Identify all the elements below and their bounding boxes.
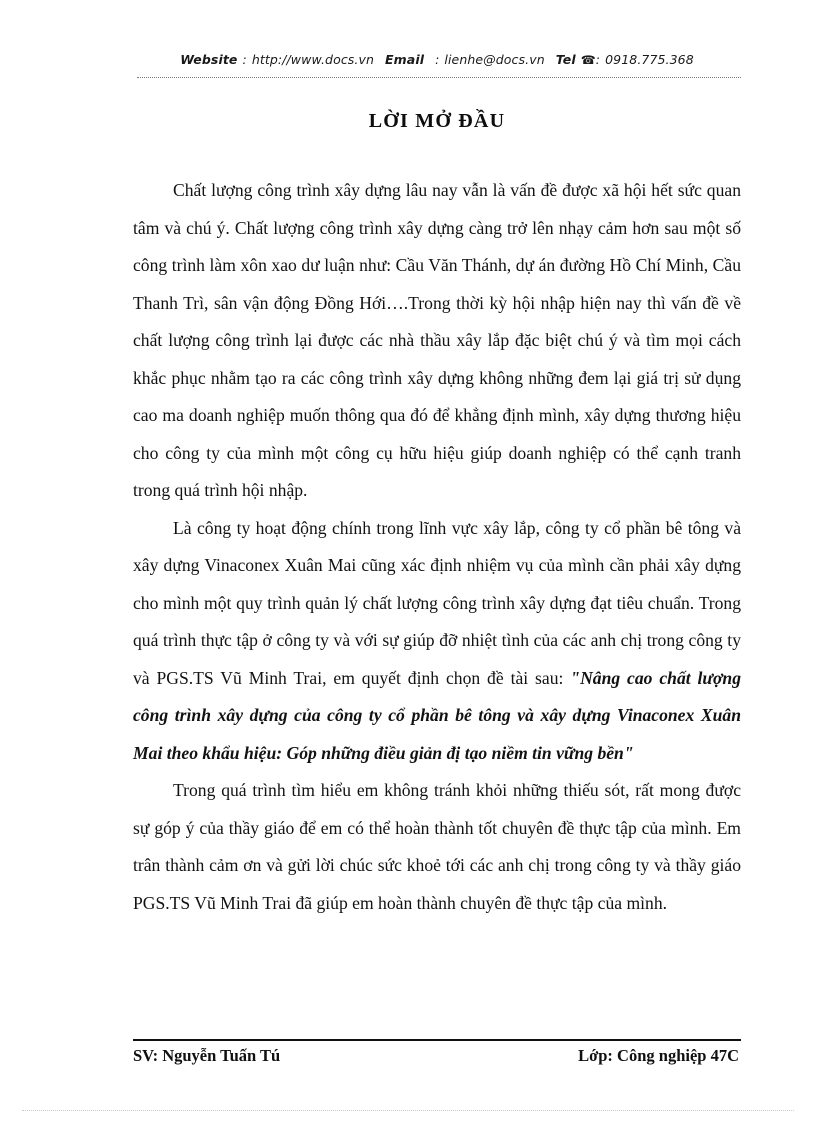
paragraph-2-lead: Là công ty hoạt động chính trong lĩnh vực xây lắp, công ty cổ phần bê tông và xây dựng Vinaconex Xuân Mai cũng xác định nhiệm vụ của mình cần phải xây dựng cho mình một quy trình quản lý chất lượng công trình xây dựng đạt tiêu chuẩn. Trong quá trình thực tập ở công ty và với sự giúp đỡ nhiệt tình của các anh chị trong công ty và PGS.TS Vũ Minh Trai, em quyết định chọn đề tài sau: <box>133 517 741 688</box>
header-website-label: Website <box>180 52 238 67</box>
paragraph-2 <box>133 510 741 773</box>
header-email-label: Email <box>385 52 425 67</box>
header-tel-label: Tel <box>555 52 576 67</box>
page-title: LỜI MỞ ĐẦU <box>368 110 506 132</box>
footer-class-name: Lớp: Công nghiệp 47C <box>578 1046 739 1065</box>
header-contact-line <box>133 52 741 67</box>
header-colon-1: : <box>242 52 247 67</box>
page-footer <box>133 1046 741 1066</box>
header-email-value[interactable]: lienhe@docs.vn <box>444 52 545 67</box>
header-tel-value: 0918.775.368 <box>605 52 694 67</box>
document-body <box>133 172 741 922</box>
paragraph-1: Chất lượng công trình xây dựng lâu nay vẫn là vấn đề được xã hội hết sức quan tâm và chú ý. Chất lượng công trình xây dựng càng trở lên nhạy cảm hơn sau một số công trình làm xôn xao dư luận như: Cầu Văn Thánh, dự án đường Hồ Chí Minh, Cầu Thanh Trì, sân vận động Đồng Hới….Trong thời kỳ hội nhập hiện nay thì vấn đề về chất lượng công trình lại được các nhà thầu xây lắp đặc biệt chú ý và tìm mọi cách khắc phục nhằm tạo ra các công trình xây dựng không những đem lại giá trị sử dụng cao ma doanh nghiệp muốn thông qua đó để khẳng định mình, xây dựng thương hiệu cho công ty của mình một công cụ hữu hiệu giúp doanh nghiệp có thể cạnh tranh trong quá trình hội nhập. <box>133 180 741 500</box>
page-header <box>133 52 741 67</box>
thesis-topic-quote: "Nâng cao chất lượng công trình xây dựng của công ty cổ phần bê tông và xây dựng Vinaconex Xuân Mai theo khẩu hiệu: Góp những điều giản đị tạo niềm tin vững bền" <box>133 667 741 763</box>
telephone-icon: ☎ <box>580 53 596 67</box>
paragraph-3: Trong quá trình tìm hiểu em không tránh khỏi những thiếu sót, rất mong được sự góp ý của thầy giáo để em có thể hoàn thành tốt chuyên đề thực tập của mình. Em trân thành cảm ơn và gửi lời chúc sức khoẻ tới các anh chị trong công ty và thầy giáo PGS.TS Vũ Minh Trai đã giúp em hoàn thành chuyên đề thực tập của mình. <box>133 780 741 913</box>
footer-student-name: SV: Nguyễn Tuấn Tú <box>133 1046 281 1065</box>
header-website-url[interactable]: http://www.docs.vn <box>251 52 375 67</box>
scan-edge-artifact <box>22 1110 794 1111</box>
footer-divider <box>133 1039 741 1041</box>
header-divider <box>137 77 741 78</box>
header-colon-3: : <box>595 52 601 67</box>
header-colon-2: : <box>435 52 440 67</box>
